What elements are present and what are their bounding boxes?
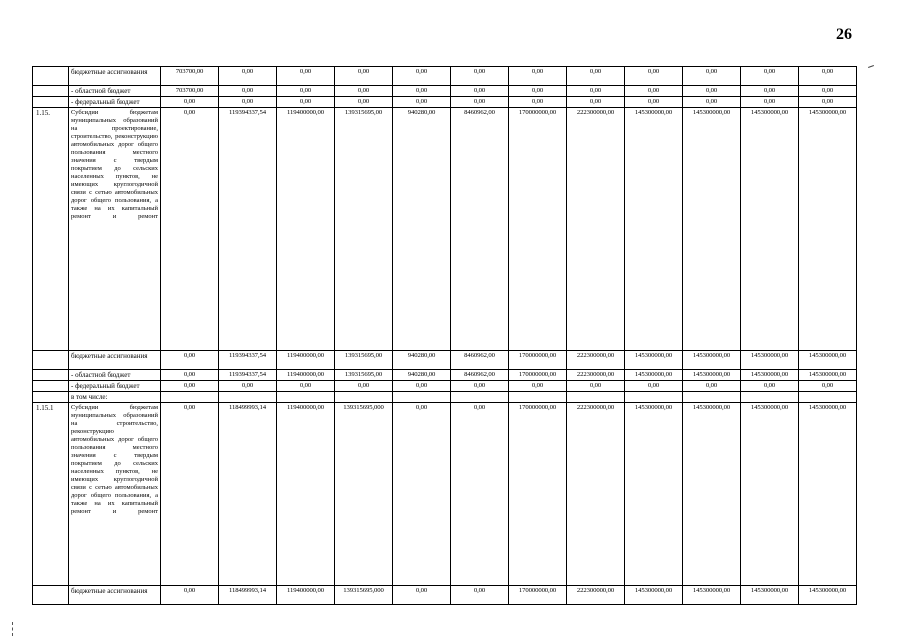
value-cell: 0,00 xyxy=(219,67,277,86)
value-cell: 0,00 xyxy=(335,97,393,108)
value-cell: 145300000,00 xyxy=(741,403,799,586)
value-cell: 0,00 xyxy=(567,381,625,392)
row-label: в том числе: xyxy=(69,392,161,403)
value-cell xyxy=(161,392,219,403)
value-cell: 0,00 xyxy=(277,97,335,108)
value-cell: 0,00 xyxy=(567,97,625,108)
value-cell: 0,00 xyxy=(683,97,741,108)
value-cell: 145300000,00 xyxy=(741,108,799,351)
table-row xyxy=(33,67,857,86)
value-cell: 0,00 xyxy=(799,97,857,108)
table-row xyxy=(33,370,857,381)
value-cell: 222300000,00 xyxy=(567,403,625,586)
row-index xyxy=(33,392,69,403)
table-row xyxy=(33,86,857,97)
value-cell: 0,00 xyxy=(393,67,451,86)
value-cell: 0,00 xyxy=(393,586,451,605)
value-cell: 0,00 xyxy=(393,381,451,392)
value-cell: 145300000,00 xyxy=(625,586,683,605)
value-cell: 0,00 xyxy=(683,67,741,86)
value-cell: 139315695,000 xyxy=(335,586,393,605)
value-cell: 0,00 xyxy=(219,381,277,392)
value-cell: 0,00 xyxy=(509,67,567,86)
row-index xyxy=(33,351,69,370)
value-cell: 0,00 xyxy=(161,108,219,351)
value-cell: 0,00 xyxy=(161,97,219,108)
table-row xyxy=(33,351,857,370)
value-cell: 0,00 xyxy=(625,67,683,86)
value-cell: 145300000,00 xyxy=(799,108,857,351)
value-cell: 0,00 xyxy=(451,86,509,97)
value-cell: 0,00 xyxy=(567,67,625,86)
table-row xyxy=(33,108,857,351)
value-cell: 940280,00 xyxy=(393,351,451,370)
value-cell: 170000000,00 xyxy=(509,108,567,351)
value-cell: 170000000,00 xyxy=(509,403,567,586)
value-cell: 170000000,00 xyxy=(509,370,567,381)
value-cell: 0,00 xyxy=(451,67,509,86)
value-cell: 222300000,00 xyxy=(567,108,625,351)
value-cell: 940280,00 xyxy=(393,370,451,381)
value-cell xyxy=(451,392,509,403)
value-cell: 0,00 xyxy=(741,97,799,108)
row-index xyxy=(33,67,69,86)
value-cell: 222300000,00 xyxy=(567,586,625,605)
row-index xyxy=(33,97,69,108)
row-label: Субсидии бюджетам муниципальных образований на проектирование, строительство, реконструкцию автомобильных дорог общего пользования местного значения с твердым покрытием до сельских населенных пунктов, не имеющих круглогодичной связи с сетью автомобильных дорог общего пользования, а также на их капитальный ремонт и ремонт xyxy=(69,108,161,351)
value-cell: 0,00 xyxy=(277,86,335,97)
table-row xyxy=(33,97,857,108)
row-label: - федеральный бюджет xyxy=(69,97,161,108)
value-cell: 0,00 xyxy=(277,381,335,392)
row-index xyxy=(33,381,69,392)
value-cell: 0,00 xyxy=(161,586,219,605)
value-cell xyxy=(567,392,625,403)
row-index xyxy=(33,86,69,97)
value-cell: 145300000,00 xyxy=(799,351,857,370)
value-cell: 170000000,00 xyxy=(509,351,567,370)
value-cell: 0,00 xyxy=(277,67,335,86)
value-cell: 145300000,00 xyxy=(683,351,741,370)
value-cell: 0,00 xyxy=(335,67,393,86)
value-cell: 0,00 xyxy=(219,97,277,108)
table-row xyxy=(33,392,857,403)
value-cell: 145300000,00 xyxy=(625,403,683,586)
row-index: 1.15. xyxy=(33,108,69,351)
value-cell: 0,00 xyxy=(161,370,219,381)
value-cell: 0,00 xyxy=(567,86,625,97)
value-cell: 8460962,00 xyxy=(451,351,509,370)
value-cell: 0,00 xyxy=(393,97,451,108)
value-cell: 0,00 xyxy=(741,381,799,392)
row-label: бюджетные ассигнования xyxy=(69,586,161,605)
value-cell: 119400000,00 xyxy=(277,370,335,381)
value-cell: 703700,00 xyxy=(161,67,219,86)
value-cell: 119394337,54 xyxy=(219,370,277,381)
value-cell: 8460962,00 xyxy=(451,108,509,351)
pen-mark xyxy=(868,65,874,68)
row-label: бюджетные ассигнования xyxy=(69,351,161,370)
row-index xyxy=(33,370,69,381)
value-cell: 0,00 xyxy=(161,351,219,370)
value-cell: 0,00 xyxy=(799,67,857,86)
value-cell xyxy=(277,392,335,403)
value-cell: 0,00 xyxy=(219,86,277,97)
value-cell: 119394337,54 xyxy=(219,351,277,370)
table-row xyxy=(33,403,857,586)
value-cell: 0,00 xyxy=(335,86,393,97)
value-cell: 0,00 xyxy=(509,381,567,392)
value-cell: 145300000,00 xyxy=(625,108,683,351)
value-cell: 145300000,00 xyxy=(683,370,741,381)
value-cell: 139315695,00 xyxy=(335,108,393,351)
value-cell: 0,00 xyxy=(451,381,509,392)
value-cell: 0,00 xyxy=(451,403,509,586)
value-cell: 222300000,00 xyxy=(567,370,625,381)
value-cell: 139315695,000 xyxy=(335,403,393,586)
value-cell: 0,00 xyxy=(451,97,509,108)
value-cell: 139315695,00 xyxy=(335,370,393,381)
value-cell: 118499993,14 xyxy=(219,403,277,586)
value-cell: 145300000,00 xyxy=(683,403,741,586)
value-cell xyxy=(625,392,683,403)
value-cell: 170000000,00 xyxy=(509,586,567,605)
value-cell: 8460962,00 xyxy=(451,370,509,381)
value-cell: 145300000,00 xyxy=(799,403,857,586)
row-label: бюджетные ассигнования xyxy=(69,67,161,86)
value-cell: 0,00 xyxy=(741,67,799,86)
scan-margin-mark xyxy=(12,622,14,636)
value-cell: 145300000,00 xyxy=(799,586,857,605)
value-cell xyxy=(799,392,857,403)
value-cell: 119400000,00 xyxy=(277,403,335,586)
row-label: Субсидии бюджетам муниципальных образований на строительство, реконструкцию автомобильных дорог общего пользования местного значения с твердым покрытием до сельских населенных пунктов, не имеющих круглогодичной связи с сетью автомобильных дорог общего пользования, а также на их капитальный ремонт и ремонт xyxy=(69,403,161,586)
value-cell: 0,00 xyxy=(683,381,741,392)
value-cell xyxy=(219,392,277,403)
value-cell xyxy=(683,392,741,403)
value-cell: 0,00 xyxy=(625,86,683,97)
value-cell xyxy=(393,392,451,403)
row-index xyxy=(33,586,69,605)
value-cell: 940280,00 xyxy=(393,108,451,351)
value-cell: 119400000,00 xyxy=(277,351,335,370)
value-cell: 119400000,00 xyxy=(277,108,335,351)
value-cell: 145300000,00 xyxy=(741,586,799,605)
value-cell: 145300000,00 xyxy=(741,370,799,381)
value-cell: 145300000,00 xyxy=(683,108,741,351)
page-number: 26 xyxy=(836,26,852,43)
value-cell: 119400000,00 xyxy=(277,586,335,605)
value-cell xyxy=(335,392,393,403)
row-label: - областной бюджет xyxy=(69,86,161,97)
value-cell: 222300000,00 xyxy=(567,351,625,370)
value-cell xyxy=(741,392,799,403)
value-cell: 145300000,00 xyxy=(799,370,857,381)
row-label: - областной бюджет xyxy=(69,370,161,381)
value-cell: 0,00 xyxy=(509,97,567,108)
value-cell: 118499993,14 xyxy=(219,586,277,605)
budget-table xyxy=(32,66,857,605)
table-row xyxy=(33,586,857,605)
value-cell: 139315695,00 xyxy=(335,351,393,370)
value-cell: 703700,00 xyxy=(161,86,219,97)
value-cell: 0,00 xyxy=(509,86,567,97)
value-cell: 0,00 xyxy=(625,97,683,108)
value-cell: 145300000,00 xyxy=(741,351,799,370)
value-cell: 0,00 xyxy=(741,86,799,97)
value-cell: 0,00 xyxy=(799,381,857,392)
value-cell: 145300000,00 xyxy=(625,370,683,381)
value-cell: 0,00 xyxy=(161,381,219,392)
value-cell: 0,00 xyxy=(335,381,393,392)
value-cell: 145300000,00 xyxy=(683,586,741,605)
value-cell: 0,00 xyxy=(393,403,451,586)
table-row xyxy=(33,381,857,392)
value-cell: 0,00 xyxy=(451,586,509,605)
value-cell: 0,00 xyxy=(625,381,683,392)
value-cell: 0,00 xyxy=(799,86,857,97)
value-cell: 0,00 xyxy=(683,86,741,97)
row-index: 1.15.1 xyxy=(33,403,69,586)
value-cell xyxy=(509,392,567,403)
value-cell: 145300000,00 xyxy=(625,351,683,370)
value-cell: 0,00 xyxy=(161,403,219,586)
value-cell: 119394337,54 xyxy=(219,108,277,351)
value-cell: 0,00 xyxy=(393,86,451,97)
row-label: - федеральный бюджет xyxy=(69,381,161,392)
